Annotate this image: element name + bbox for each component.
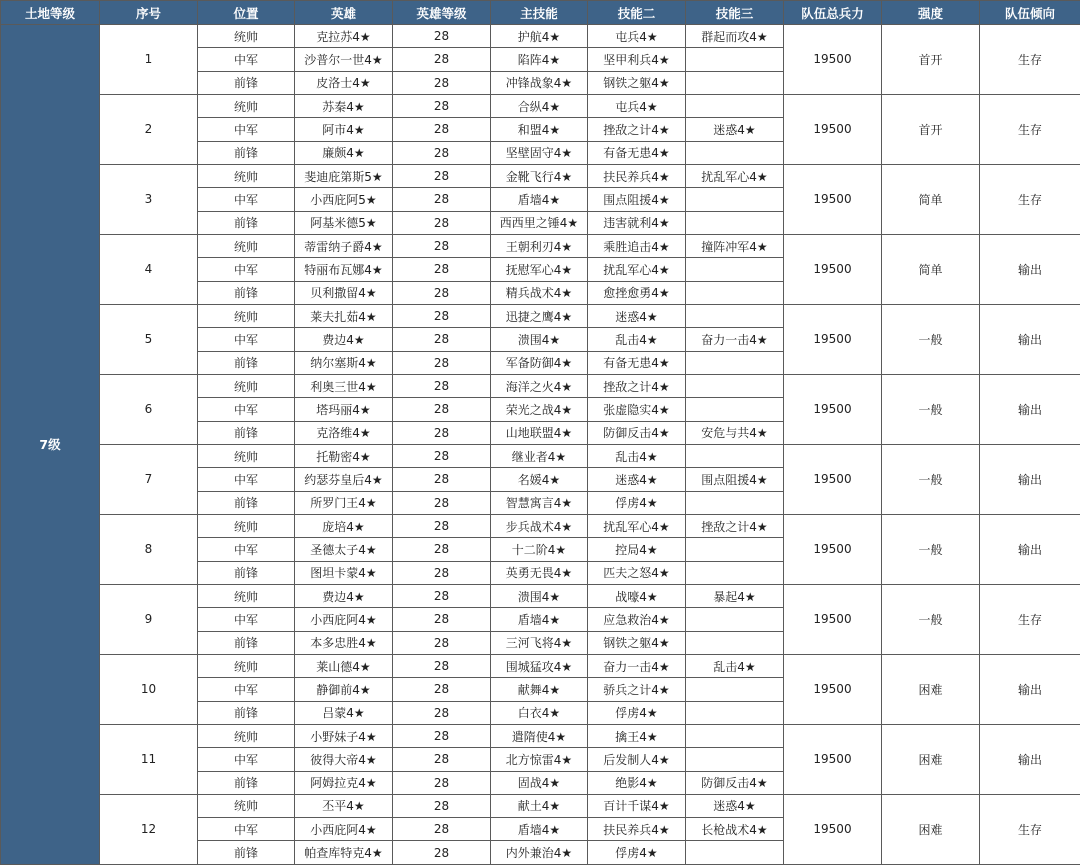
main-skill-cell: 名媛4★: [491, 468, 588, 491]
position-cell: 统帅: [198, 374, 295, 397]
position-cell: 中军: [198, 748, 295, 771]
position-cell: 统帅: [198, 94, 295, 117]
team-number-cell: 10: [100, 654, 198, 724]
position-cell: 中军: [198, 398, 295, 421]
hero-level-cell: 28: [393, 421, 491, 444]
hero-cell: 约瑟芬皇后4★: [295, 468, 393, 491]
skill-three-cell: [686, 211, 784, 234]
main-skill-cell: 和盟4★: [491, 118, 588, 141]
hero-level-cell: 28: [393, 608, 491, 631]
team-number-cell: 11: [100, 724, 198, 794]
main-skill-cell: 荣光之战4★: [491, 398, 588, 421]
header-skill-three: 技能三: [686, 1, 784, 25]
table-row: [1, 794, 1080, 817]
skill-three-cell: [686, 701, 784, 724]
hero-cell: 费边4★: [295, 328, 393, 351]
main-skill-cell: 固战4★: [491, 771, 588, 794]
skill-two-cell: 钢铁之躯4★: [588, 631, 686, 654]
skill-three-cell: [686, 608, 784, 631]
hero-cell: 阿市4★: [295, 118, 393, 141]
position-cell: 统帅: [198, 584, 295, 607]
skill-two-cell: 迷惑4★: [588, 468, 686, 491]
hero-level-cell: 28: [393, 25, 491, 48]
hero-cell: 特丽布瓦娜4★: [295, 258, 393, 281]
hero-level-cell: 28: [393, 94, 491, 117]
skill-two-cell: 后发制人4★: [588, 748, 686, 771]
hero-cell: 本多忠胜4★: [295, 631, 393, 654]
tendency-cell: 输出: [980, 444, 1080, 514]
hero-cell: 小西庇阿5★: [295, 188, 393, 211]
skill-three-cell: [686, 538, 784, 561]
skill-three-cell: 安危与共4★: [686, 421, 784, 444]
hero-level-cell: 28: [393, 794, 491, 817]
hero-cell: 阿姆拉克4★: [295, 771, 393, 794]
skill-three-cell: 防御反击4★: [686, 771, 784, 794]
hero-level-cell: 28: [393, 328, 491, 351]
position-cell: 前锋: [198, 631, 295, 654]
main-skill-cell: 内外兼治4★: [491, 841, 588, 864]
skill-three-cell: [686, 281, 784, 304]
team-number-cell: 7: [100, 444, 198, 514]
header-land-level: 土地等级: [1, 1, 100, 25]
skill-three-cell: [686, 561, 784, 584]
hero-level-cell: 28: [393, 771, 491, 794]
main-skill-cell: 海洋之火4★: [491, 374, 588, 397]
skill-three-cell: 挫敌之计4★: [686, 514, 784, 537]
skill-two-cell: 扶民养兵4★: [588, 164, 686, 187]
total-troops-cell: 19500: [784, 724, 882, 794]
hero-level-cell: 28: [393, 444, 491, 467]
hero-cell: 沙普尔一世4★: [295, 48, 393, 71]
hero-cell: 纳尔塞斯4★: [295, 351, 393, 374]
hero-level-cell: 28: [393, 561, 491, 584]
skill-three-cell: 扰乱军心4★: [686, 164, 784, 187]
skill-three-cell: [686, 94, 784, 117]
hero-level-cell: 28: [393, 281, 491, 304]
main-skill-cell: 军备防御4★: [491, 351, 588, 374]
position-cell: 统帅: [198, 654, 295, 677]
skill-two-cell: 有备无患4★: [588, 141, 686, 164]
skill-three-cell: [686, 48, 784, 71]
hero-level-cell: 28: [393, 678, 491, 701]
main-skill-cell: 北方惊雷4★: [491, 748, 588, 771]
tendency-cell: 输出: [980, 304, 1080, 374]
hero-cell: 莱山德4★: [295, 654, 393, 677]
position-cell: 统帅: [198, 234, 295, 257]
main-skill-cell: 盾墙4★: [491, 608, 588, 631]
position-cell: 前锋: [198, 491, 295, 514]
tendency-cell: 生存: [980, 794, 1080, 864]
total-troops-cell: 19500: [784, 374, 882, 444]
skill-three-cell: [686, 141, 784, 164]
total-troops-cell: 19500: [784, 304, 882, 374]
hero-level-cell: 28: [393, 701, 491, 724]
strength-cell: 一般: [882, 584, 980, 654]
skill-three-cell: [686, 258, 784, 281]
total-troops-cell: 19500: [784, 514, 882, 584]
hero-cell: 丕平4★: [295, 794, 393, 817]
main-skill-cell: 英勇无畏4★: [491, 561, 588, 584]
skill-three-cell: 迷惑4★: [686, 794, 784, 817]
skill-two-cell: 乱击4★: [588, 328, 686, 351]
position-cell: 前锋: [198, 841, 295, 864]
main-skill-cell: 溃围4★: [491, 584, 588, 607]
total-troops-cell: 19500: [784, 444, 882, 514]
total-troops-cell: 19500: [784, 584, 882, 654]
main-skill-cell: 继业者4★: [491, 444, 588, 467]
strength-cell: 一般: [882, 444, 980, 514]
hero-level-cell: 28: [393, 748, 491, 771]
hero-level-cell: 28: [393, 631, 491, 654]
total-troops-cell: 19500: [784, 794, 882, 864]
position-cell: 统帅: [198, 514, 295, 537]
header-number: 序号: [100, 1, 198, 25]
hero-level-cell: 28: [393, 654, 491, 677]
hero-level-cell: 28: [393, 491, 491, 514]
main-skill-cell: 迅捷之鹰4★: [491, 304, 588, 327]
skill-three-cell: [686, 491, 784, 514]
tendency-cell: 输出: [980, 724, 1080, 794]
main-skill-cell: 山地联盟4★: [491, 421, 588, 444]
skill-two-cell: 扰乱军心4★: [588, 258, 686, 281]
strength-cell: 困难: [882, 654, 980, 724]
position-cell: 中军: [198, 538, 295, 561]
hero-level-cell: 28: [393, 468, 491, 491]
hero-level-cell: 28: [393, 398, 491, 421]
hero-level-cell: 28: [393, 48, 491, 71]
skill-two-cell: 应急救治4★: [588, 608, 686, 631]
skill-two-cell: 愈挫愈勇4★: [588, 281, 686, 304]
skill-three-cell: 撞阵冲军4★: [686, 234, 784, 257]
team-number-cell: 4: [100, 234, 198, 304]
skill-two-cell: 防御反击4★: [588, 421, 686, 444]
main-skill-cell: 西西里之锤4★: [491, 211, 588, 234]
tendency-cell: 生存: [980, 25, 1080, 95]
hero-level-cell: 28: [393, 514, 491, 537]
skill-two-cell: 坚甲利兵4★: [588, 48, 686, 71]
hero-level-cell: 28: [393, 141, 491, 164]
header-row: [1, 1, 1080, 25]
hero-level-cell: 28: [393, 164, 491, 187]
hero-level-cell: 28: [393, 188, 491, 211]
main-skill-cell: 合纵4★: [491, 94, 588, 117]
skill-two-cell: 擒王4★: [588, 724, 686, 747]
skill-three-cell: 长枪战术4★: [686, 818, 784, 841]
skill-two-cell: 迷惑4★: [588, 304, 686, 327]
skill-three-cell: 暴起4★: [686, 584, 784, 607]
skill-three-cell: [686, 841, 784, 864]
main-skill-cell: 步兵战术4★: [491, 514, 588, 537]
position-cell: 中军: [198, 608, 295, 631]
main-skill-cell: 坚壁固守4★: [491, 141, 588, 164]
skill-three-cell: [686, 724, 784, 747]
total-troops-cell: 19500: [784, 654, 882, 724]
team-number-cell: 1: [100, 25, 198, 95]
skill-two-cell: 乘胜追击4★: [588, 234, 686, 257]
skill-two-cell: 钢铁之躯4★: [588, 71, 686, 94]
hero-level-cell: 28: [393, 351, 491, 374]
position-cell: 统帅: [198, 25, 295, 48]
hero-level-cell: 28: [393, 584, 491, 607]
table-row: [1, 304, 1080, 327]
position-cell: 统帅: [198, 794, 295, 817]
hero-level-cell: 28: [393, 818, 491, 841]
skill-two-cell: 骄兵之计4★: [588, 678, 686, 701]
skill-two-cell: 匹夫之怒4★: [588, 561, 686, 584]
position-cell: 中军: [198, 188, 295, 211]
skill-three-cell: 乱击4★: [686, 654, 784, 677]
header-total-troops: 队伍总兵力: [784, 1, 882, 25]
header-main-skill: 主技能: [491, 1, 588, 25]
skill-three-cell: [686, 188, 784, 211]
header-position: 位置: [198, 1, 295, 25]
hero-level-cell: 28: [393, 118, 491, 141]
team-number-cell: 8: [100, 514, 198, 584]
tendency-cell: 生存: [980, 94, 1080, 164]
total-troops-cell: 19500: [784, 94, 882, 164]
position-cell: 前锋: [198, 351, 295, 374]
hero-cell: 利奥三世4★: [295, 374, 393, 397]
main-skill-cell: 献舞4★: [491, 678, 588, 701]
table-row: [1, 164, 1080, 187]
strength-cell: 简单: [882, 234, 980, 304]
position-cell: 前锋: [198, 421, 295, 444]
position-cell: 中军: [198, 678, 295, 701]
hero-cell: 所罗门王4★: [295, 491, 393, 514]
hero-level-cell: 28: [393, 258, 491, 281]
team-number-cell: 6: [100, 374, 198, 444]
main-skill-cell: 金靴飞行4★: [491, 164, 588, 187]
hero-cell: 斐迪庇第斯5★: [295, 164, 393, 187]
team-number-cell: 5: [100, 304, 198, 374]
main-skill-cell: 抚慰军心4★: [491, 258, 588, 281]
total-troops-cell: 19500: [784, 164, 882, 234]
skill-three-cell: 围点阻援4★: [686, 468, 784, 491]
strength-cell: 困难: [882, 724, 980, 794]
main-skill-cell: 盾墙4★: [491, 188, 588, 211]
hero-cell: 帕查库特克4★: [295, 841, 393, 864]
hero-cell: 克洛维4★: [295, 421, 393, 444]
total-troops-cell: 19500: [784, 234, 882, 304]
hero-cell: 廉颇4★: [295, 141, 393, 164]
main-skill-cell: 十二阶4★: [491, 538, 588, 561]
position-cell: 中军: [198, 48, 295, 71]
hero-level-cell: 28: [393, 211, 491, 234]
skill-three-cell: 奋力一击4★: [686, 328, 784, 351]
table-row: [1, 25, 1080, 48]
position-cell: 前锋: [198, 71, 295, 94]
skill-two-cell: 有备无患4★: [588, 351, 686, 374]
main-skill-cell: 护航4★: [491, 25, 588, 48]
header-hero-level: 英雄等级: [393, 1, 491, 25]
hero-level-cell: 28: [393, 234, 491, 257]
hero-level-cell: 28: [393, 538, 491, 561]
hero-cell: 小野妹子4★: [295, 724, 393, 747]
table-row: [1, 654, 1080, 677]
table-row: [1, 234, 1080, 257]
main-skill-cell: 冲锋战象4★: [491, 71, 588, 94]
position-cell: 前锋: [198, 141, 295, 164]
land-level-cell: 7级: [1, 25, 100, 865]
skill-three-cell: [686, 374, 784, 397]
position-cell: 前锋: [198, 701, 295, 724]
hero-cell: 塔玛丽4★: [295, 398, 393, 421]
hero-cell: 皮洛士4★: [295, 71, 393, 94]
hero-level-cell: 28: [393, 841, 491, 864]
team-number-cell: 9: [100, 584, 198, 654]
hero-cell: 费边4★: [295, 584, 393, 607]
skill-two-cell: 百计千谋4★: [588, 794, 686, 817]
strength-cell: 困难: [882, 794, 980, 864]
hero-cell: 庞培4★: [295, 514, 393, 537]
header-strength: 强度: [882, 1, 980, 25]
hero-cell: 吕蒙4★: [295, 701, 393, 724]
skill-two-cell: 挫敌之计4★: [588, 374, 686, 397]
hero-cell: 蒂雷纳子爵4★: [295, 234, 393, 257]
total-troops-cell: 19500: [784, 25, 882, 95]
main-skill-cell: 白衣4★: [491, 701, 588, 724]
tendency-cell: 输出: [980, 374, 1080, 444]
hero-cell: 小西庇阿4★: [295, 818, 393, 841]
skill-two-cell: 俘虏4★: [588, 841, 686, 864]
main-skill-cell: 献土4★: [491, 794, 588, 817]
header-hero: 英雄: [295, 1, 393, 25]
strength-cell: 首开: [882, 25, 980, 95]
position-cell: 中军: [198, 818, 295, 841]
tendency-cell: 输出: [980, 514, 1080, 584]
skill-two-cell: 违害就利4★: [588, 211, 686, 234]
strength-cell: 首开: [882, 94, 980, 164]
header-tendency: 队伍倾向: [980, 1, 1080, 25]
team-number-cell: 2: [100, 94, 198, 164]
hero-cell: 阿基米德5★: [295, 211, 393, 234]
hero-cell: 苏秦4★: [295, 94, 393, 117]
strength-cell: 简单: [882, 164, 980, 234]
table-body: [1, 25, 1080, 865]
hero-cell: 圣德太子4★: [295, 538, 393, 561]
position-cell: 统帅: [198, 724, 295, 747]
team-number-cell: 12: [100, 794, 198, 864]
hero-level-cell: 28: [393, 374, 491, 397]
skill-three-cell: [686, 631, 784, 654]
position-cell: 中军: [198, 468, 295, 491]
strength-cell: 一般: [882, 304, 980, 374]
skill-three-cell: [686, 678, 784, 701]
hero-cell: 克拉苏4★: [295, 25, 393, 48]
team-number-cell: 3: [100, 164, 198, 234]
table-row: [1, 724, 1080, 747]
skill-two-cell: 控局4★: [588, 538, 686, 561]
hero-cell: 彼得大帝4★: [295, 748, 393, 771]
header-skill-two: 技能二: [588, 1, 686, 25]
main-skill-cell: 陷阵4★: [491, 48, 588, 71]
hero-cell: 小西庇阿4★: [295, 608, 393, 631]
skill-two-cell: 俘虏4★: [588, 701, 686, 724]
main-skill-cell: 三河飞将4★: [491, 631, 588, 654]
skill-three-cell: 迷惑4★: [686, 118, 784, 141]
table-row: [1, 584, 1080, 607]
main-skill-cell: 精兵战术4★: [491, 281, 588, 304]
skill-two-cell: 俘虏4★: [588, 491, 686, 514]
hero-cell: 静御前4★: [295, 678, 393, 701]
hero-level-cell: 28: [393, 724, 491, 747]
strength-cell: 一般: [882, 374, 980, 444]
table-row: [1, 444, 1080, 467]
position-cell: 前锋: [198, 281, 295, 304]
skill-three-cell: [686, 748, 784, 771]
skill-two-cell: 挫敌之计4★: [588, 118, 686, 141]
hero-cell: 图坦卡蒙4★: [295, 561, 393, 584]
position-cell: 统帅: [198, 304, 295, 327]
position-cell: 中军: [198, 258, 295, 281]
skill-two-cell: 乱击4★: [588, 444, 686, 467]
position-cell: 统帅: [198, 164, 295, 187]
skill-two-cell: 扶民养兵4★: [588, 818, 686, 841]
hero-cell: 莱夫扎茹4★: [295, 304, 393, 327]
skill-three-cell: [686, 444, 784, 467]
skill-two-cell: 围点阻援4★: [588, 188, 686, 211]
skill-two-cell: 绝影4★: [588, 771, 686, 794]
position-cell: 统帅: [198, 444, 295, 467]
strength-cell: 一般: [882, 514, 980, 584]
tendency-cell: 生存: [980, 164, 1080, 234]
hero-cell: 托勒密4★: [295, 444, 393, 467]
main-skill-cell: 围城猛攻4★: [491, 654, 588, 677]
main-skill-cell: 盾墙4★: [491, 818, 588, 841]
skill-three-cell: [686, 304, 784, 327]
skill-three-cell: [686, 398, 784, 421]
hero-level-cell: 28: [393, 71, 491, 94]
skill-three-cell: 群起而攻4★: [686, 25, 784, 48]
tendency-cell: 输出: [980, 654, 1080, 724]
hero-level-cell: 28: [393, 304, 491, 327]
main-skill-cell: 遣隋使4★: [491, 724, 588, 747]
position-cell: 中军: [198, 118, 295, 141]
tendency-cell: 输出: [980, 234, 1080, 304]
skill-two-cell: 屯兵4★: [588, 25, 686, 48]
table-row: [1, 374, 1080, 397]
main-skill-cell: 溃围4★: [491, 328, 588, 351]
main-skill-cell: 智慧寓言4★: [491, 491, 588, 514]
table-row: [1, 514, 1080, 537]
skill-two-cell: 奋力一击4★: [588, 654, 686, 677]
position-cell: 中军: [198, 328, 295, 351]
position-cell: 前锋: [198, 561, 295, 584]
skill-two-cell: 战嚎4★: [588, 584, 686, 607]
skill-two-cell: 张虚隐实4★: [588, 398, 686, 421]
table-row: [1, 94, 1080, 117]
skill-three-cell: [686, 351, 784, 374]
skill-three-cell: [686, 71, 784, 94]
position-cell: 前锋: [198, 771, 295, 794]
skill-two-cell: 屯兵4★: [588, 94, 686, 117]
hero-cell: 贝利撒留4★: [295, 281, 393, 304]
main-skill-cell: 王朝利刃4★: [491, 234, 588, 257]
position-cell: 前锋: [198, 211, 295, 234]
skill-two-cell: 扰乱军心4★: [588, 514, 686, 537]
tendency-cell: 生存: [980, 584, 1080, 654]
